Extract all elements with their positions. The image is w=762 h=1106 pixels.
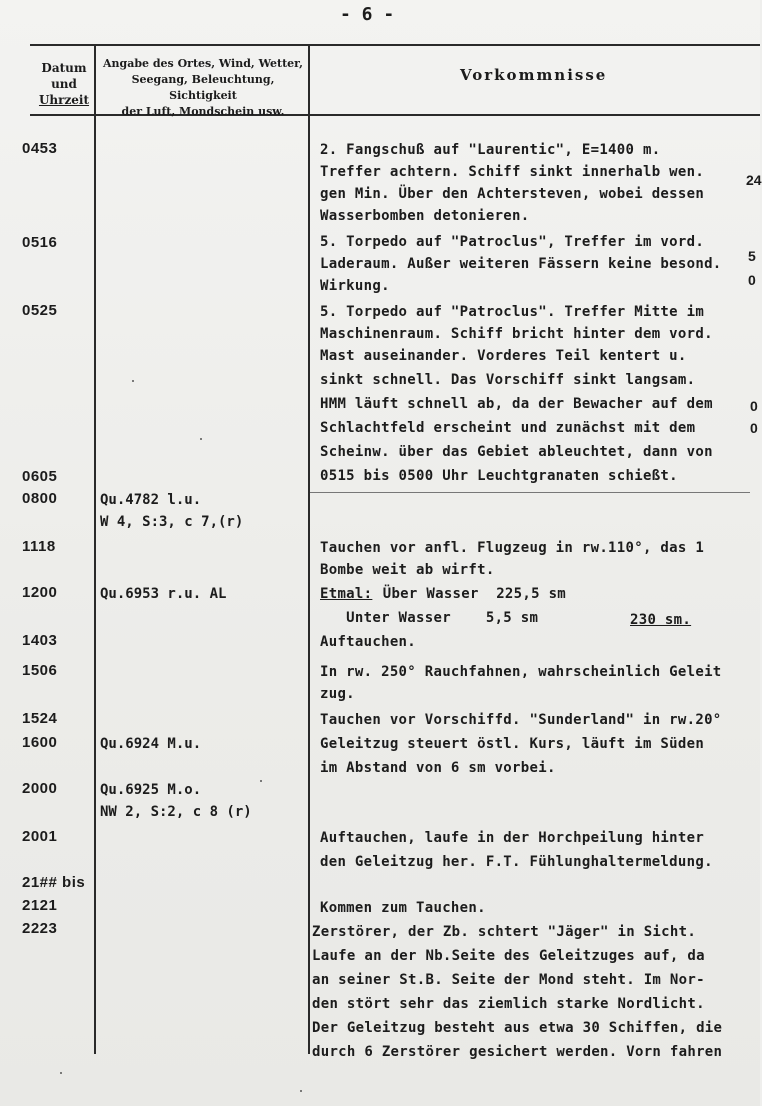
time-1506: 1506	[22, 662, 58, 679]
time-2121: 2121	[22, 897, 58, 914]
entry-2001-line2: den Geleitzug her. F.T. Fühlunghaltermeldung.	[320, 854, 713, 870]
entry-1524: Tauchen vor Vorschiffd. "Sunderland" in rw.20°	[320, 712, 722, 728]
margin-note-2: 5	[748, 248, 756, 264]
entry-0525-line7: Scheinw. über das Gebiet ableuchtet, dann von	[320, 444, 713, 460]
entry-1118-line1: Tauchen vor anfl. Flugzeug in rw.110°, das 1	[320, 540, 705, 556]
entry-1200-line1: Über Wasser 225,5 sm	[374, 586, 567, 602]
time-0800: 0800	[22, 490, 58, 507]
entry-1600-line2: im Abstand von 6 sm vorbei.	[320, 760, 556, 776]
entry-0525-line8: 0515 bis 0500 Uhr Leuchtgranaten schießt.	[320, 468, 678, 484]
place-1600: Qu.6924 M.u.	[100, 736, 202, 752]
margin-note-3: 0	[748, 272, 756, 288]
time-0516: 0516	[22, 234, 58, 251]
time-1524: 1524	[22, 710, 58, 727]
entry-0525-line1: 5. Torpedo auf "Patroclus". Treffer Mitte im	[320, 304, 705, 320]
place-2000-line1: Qu.6925 M.o.	[100, 782, 202, 798]
entry-1403: Auftauchen.	[320, 634, 417, 650]
entry-2223-line6: durch 6 Zerstörer gesichert werden. Vorn fahren	[312, 1044, 723, 1060]
entry-0453-line3: gen Min. Über den Achtersteven, wobei dessen	[320, 186, 705, 202]
place-0800-line2: W 4, S:3, c 7,(r)	[100, 514, 244, 530]
time-0453: 0453	[22, 140, 58, 157]
margin-note-1: 24	[746, 172, 762, 188]
time-1200: 1200	[22, 584, 58, 601]
entry-2223-line5: Der Geleitzug besteht aus etwa 30 Schiffen, die	[312, 1020, 723, 1036]
entry-2121: Kommen zum Tauchen.	[320, 900, 486, 916]
header-datum-line2: und	[51, 77, 77, 91]
entry-1600-line1: Geleitzug steuert östl. Kurs, läuft im Süden	[320, 736, 705, 752]
entry-0453-line2: Treffer achtern. Schiff sinkt innerhalb wen.	[320, 164, 705, 180]
entry-0525-line6: Schlachtfeld erscheint und zunächst mit dem	[320, 420, 696, 436]
entry-0525-line4: sinkt schnell. Das Vorschiff sinkt langsam.	[320, 372, 696, 388]
margin-note-5: 0	[750, 420, 758, 436]
entry-0516-line2: Laderaum. Außer weiteren Fässern keine besond.	[320, 256, 722, 272]
header-ort-line3: der Luft, Mondschein usw.	[121, 105, 285, 118]
entry-0525-line3: Mast auseinander. Vorderes Teil kentert u.	[320, 348, 687, 364]
scan-speck	[300, 1090, 302, 1092]
entry-0525-line2: Maschinenraum. Schiff bricht hinter dem vord.	[320, 326, 713, 342]
time-21xx: 21## bis	[22, 874, 86, 891]
header-ort	[98, 56, 308, 120]
entry-2223-line3: an seiner St.B. Seite der Mond steht. Im Nor-	[312, 972, 705, 988]
scan-speck	[60, 1072, 62, 1074]
page-number: - 6 -	[340, 4, 395, 25]
entry-1200-line2: Unter Wasser 5,5 sm	[320, 610, 539, 626]
entry-1506-line1: In rw. 250° Rauchfahnen, wahrscheinlich Geleit	[320, 664, 722, 680]
entry-2223-line2: Laufe an der Nb.Seite des Geleitzuges auf, da	[312, 948, 705, 964]
entry-1200-etmal-label: Etmal:	[320, 586, 373, 602]
entry-2223-line1: Zerstörer, der Zb. schtert "Jäger" in Sicht.	[312, 924, 697, 940]
entry-0453-line1: 2. Fangschuß auf "Laurentic", E=1400 m.	[320, 142, 661, 158]
column-divider-2	[308, 44, 310, 1054]
time-2223: 2223	[22, 920, 58, 937]
place-1200: Qu.6953 r.u. AL	[100, 586, 227, 602]
header-top-rule	[30, 44, 760, 46]
scan-speck	[260, 780, 262, 782]
time-0525: 0525	[22, 302, 58, 319]
time-1600: 1600	[22, 734, 58, 751]
column-divider-1	[94, 44, 96, 1054]
scan-speck	[132, 380, 134, 382]
header-ort-line2: Seegang, Beleuchtung, Sichtigkeit	[131, 73, 275, 102]
time-1403: 1403	[22, 632, 58, 649]
scan-speck	[200, 438, 202, 440]
entry-0453-line4: Wasserbomben detonieren.	[320, 208, 530, 224]
header-vorkommnisse: Vorkommnisse	[460, 66, 608, 84]
entry-1118-line2: Bombe weit ab wirft.	[320, 562, 495, 578]
time-1118: 1118	[22, 538, 56, 555]
margin-note-4: 0	[750, 398, 758, 414]
time-2000: 2000	[22, 780, 58, 797]
time-2001: 2001	[22, 828, 58, 845]
entry-2001-line1: Auftauchen, laufe in der Horchpeilung hinter	[320, 830, 705, 846]
entry-1506-line2: zug.	[320, 686, 355, 702]
entry-separator	[310, 492, 750, 493]
entry-0516-line1: 5. Torpedo auf "Patroclus", Treffer im vord.	[320, 234, 705, 250]
header-datum-line3: Uhrzeit	[38, 93, 90, 107]
header-datum	[34, 60, 94, 108]
header-ort-line1: Angabe des Ortes, Wind, Wetter,	[102, 57, 304, 70]
entry-1200-total: 230 sm.	[630, 612, 692, 628]
header-datum-line1: Datum	[41, 61, 87, 75]
time-0605: 0605	[22, 468, 58, 485]
entry-0525-line5: HMM läuft schnell ab, da der Bewacher auf dem	[320, 396, 713, 412]
place-2000-line2: NW 2, S:2, c 8 (r)	[100, 804, 252, 820]
place-0800-line1: Qu.4782 l.u.	[100, 492, 202, 508]
entry-2223-line4: den stört sehr das ziemlich starke Nordlicht.	[312, 996, 705, 1012]
entry-0516-line3: Wirkung.	[320, 278, 390, 294]
